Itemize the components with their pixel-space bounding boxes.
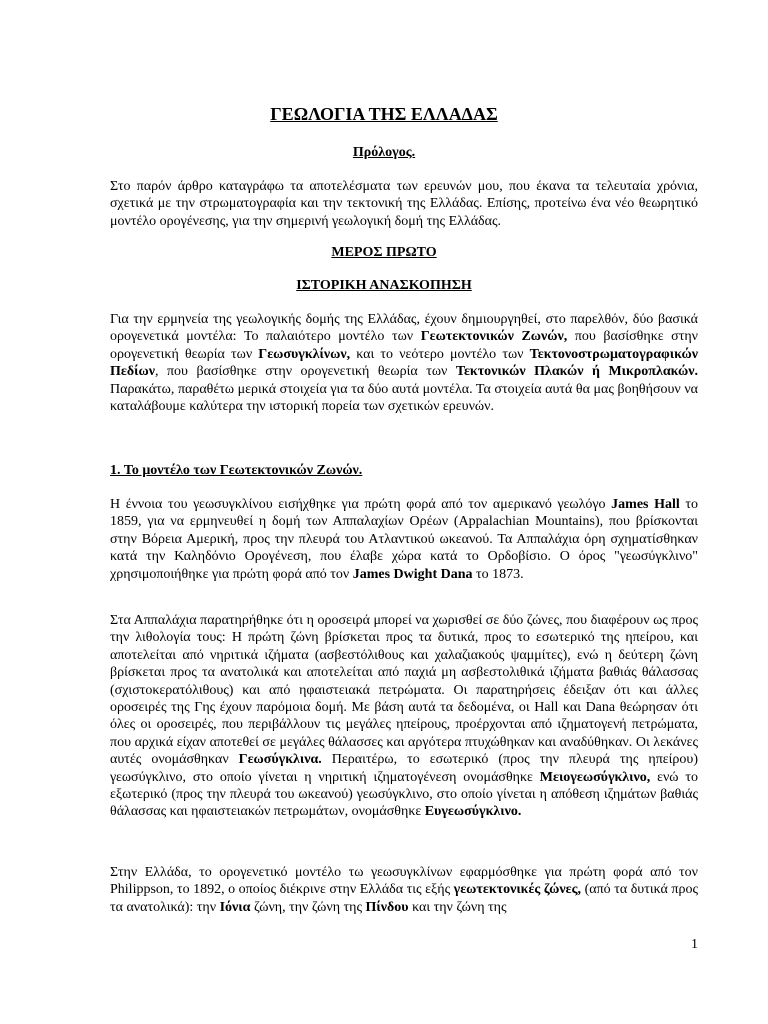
bold-term: Τεκτονικών Πλακών ή Μικροπλακών. <box>455 364 699 380</box>
history-heading: ΙΣΤΟΡΙΚΗ ΑΝΑΣΚΟΠΗΣΗ <box>296 278 472 293</box>
bold-term: James Dwight Dana <box>352 566 473 582</box>
bold-term: γεωτεκτονικές ζώνες, <box>453 882 582 898</box>
part-heading: ΜΕΡΟΣ ΠΡΩΤΟ <box>331 245 437 260</box>
bold-term: Πίνδου <box>365 899 409 915</box>
bold-term: Τεκτονοστρωματογραφικών Πεδίων <box>110 346 698 380</box>
hall-paragraph <box>110 496 698 583</box>
text-run: το 1873. <box>472 566 524 582</box>
prologue-heading: Πρόλογος. <box>352 145 416 160</box>
bold-term: James Hall <box>611 497 680 512</box>
text-run: Στην Ελλάδα, το ορογενετικό μοντέλο τω γεωσυγκλίνων εφαρμόσθηκε για πρώτη φορά από τον Philippson, το 1892, ο οποίος διέκρινε στην Ελλάδα τις εξής <box>110 865 698 898</box>
text-run: Παρακάτω, παραθέτω μερικά στοιχεία για τα δύο αυτά μοντέλα. Τα στοιχεία αυτά θα μας βοηθήσουν να καταλάβουμε καλύτερα την ιστορική πορεία των σχετικών ερευνών. <box>110 381 698 415</box>
appalachia-paragraph <box>110 612 698 821</box>
text-run: Στα Αππαλάχια παρατηρήθηκε ότι η οροσειρά μπορεί να χωρισθεί σε δύο ζώνες, που διαφέρουν ως προς την λιθολογία τους: Η πρώτη ζώνη βρίσκεται προς τα δυτικά, προς το εσωτερικό της ηπείρου, και αποτελείται από νηριτικά ιζήματα (ασβεστόλιθους και χαλαζιακούς ψαμμίτες), ενώ η δεύτερη ζώνη βρίσκεται προς τα ανατολικά και αποτελείται από παχιά μη ασβεστολιθικά ιζήματα βαθιάς θάλασσας (σχιστοκερατόλιθους) και από ηφαιστειακά πετρώματα. Οι παρατηρήσεις έδειξαν ότι και άλλες οροσειρές της Γης έχουν παρόμοια δομή. Με βάση αυτά τα δεδομένα, οι Hall και Dana θεώρησαν ότι όλες οι οροσειρές, που περιβάλλουν τις μεγάλες ηπείρους, προέρχονται από ιζηματογενή πετρώματα, που αρχικά είχαν αποτεθεί σε μεγάλες θάλασσες και αργότερα πτυχώθηκαν και αναδύθηκαν. Οι λεκάνες αυτές ονομάσθηκαν <box>110 613 698 768</box>
text-run: ενώ το εξωτερικό (προς την πλευρά του ωκεανού) γεωσύγκλινο, στο οποίο γίνεται η απόθεση ιζημάτων βαθιάς θάλασσας και ηφαιστειακών πετρωμάτων, ονομάσθηκε <box>110 769 698 820</box>
prologue-paragraph: Στο παρόν άρθρο καταγράφω τα αποτελέσματα των ερευνών μου, που έκανα τα τελευταία χρόνια, σχετικά με την στρωματογραφία και την τεκτονική της Ελλάδας. Επίσης, προτείνω ένα νέο θεωρητικό μοντέλο ορογένεσης, για την σημερινή γεωλογική δομή της Ελλάδας. <box>110 179 698 229</box>
bold-term: Ευγεωσύγκλινο. <box>424 804 522 820</box>
page-number: 1 <box>691 937 698 952</box>
bold-term: Γεωσυγκλίνων, <box>258 346 351 362</box>
text-run: Περαιτέρω, το εσωτερικό (προς την πλευρά της ηπείρου) γεωσύγκλινο, στο οποίο γίνεται η νηριτική ιζηματογένεση ονομάσθηκε <box>110 752 698 785</box>
text-run: και το νεότερο μοντέλο των <box>350 346 530 362</box>
text-run: και την ζώνη της <box>408 899 507 915</box>
document-title: ΓΕΩΛΟΓΙΑ ΤΗΣ ΕΛΛΑΔΑΣ <box>270 104 498 124</box>
text-run: Για την ερμηνεία της γεωλογικής δομής της Ελλάδας, έχουν δημιουργηθεί, στο παρελθόν, δύο βασικά ορογενετικά μοντέλα: Το παλαιότερο μοντέλο των <box>110 312 698 345</box>
text-run: ζώνη, την ζώνη της <box>250 899 366 915</box>
text-run: το 1859, για να ερμηνευθεί η δομή των Αππαλαχίων Ορέων (Appalachian Mountains), που βρίσκονται στην Βόρεια Αμερική, προς την πλευρά του Ατλαντικού ωκεανού. Τα Αππαλάχια όρη σχηματίσθηκαν κατά την Καληδόνιο Ορογένεση, που έλαβε χώρα κατά το Ορδοβίσιο. Ο όρος "γεωσύγκλινο" χρησιμοποιήθηκε για πρώτη φορά από τον <box>110 497 698 582</box>
intro-paragraph <box>110 311 698 415</box>
bold-term: Ιόνια <box>219 899 251 915</box>
bold-term: Γεωτεκτονικών Ζωνών, <box>420 329 568 345</box>
text-run: (από τα δυτικά προς τα ανατολικά): την <box>110 882 699 915</box>
bold-term: Μειογεωσύγκλινο, <box>539 769 651 785</box>
text-run: Η έννοια του γεωσυγκλίνου εισήχθηκε για πρώτη φορά από τον αμερικανό γεωλόγο <box>110 497 612 512</box>
text-run: που βασίσθηκε στην ορογενετική θεωρία των <box>110 329 698 362</box>
bold-term: Γεωσύγκλινα. <box>238 752 322 768</box>
section-1-heading: 1. Το μοντέλο των Γεωτεκτονικών Ζωνών. <box>110 463 363 478</box>
greece-paragraph <box>110 864 698 916</box>
text-run: , που βασίσθηκε στην ορογενετική θεωρία των <box>154 364 456 380</box>
